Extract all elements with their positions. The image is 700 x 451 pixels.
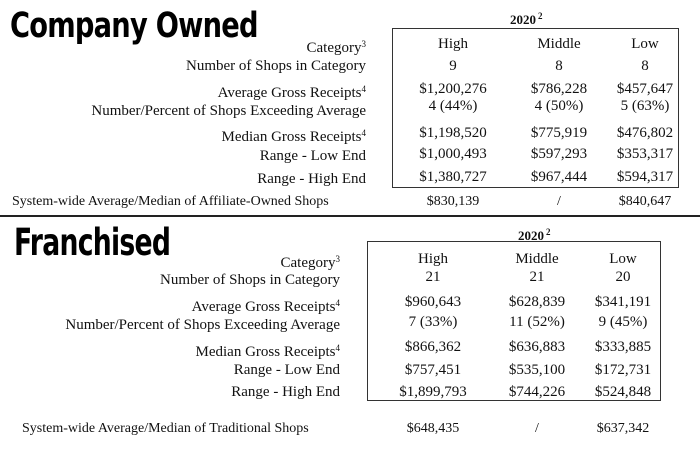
franchised-row-label: Number of Shops in Category (160, 272, 340, 288)
franchised-cell: $866,362 (404, 339, 462, 355)
company-system-separator: / (557, 194, 561, 209)
company-row-label: Range - Low End (259, 148, 366, 164)
franchised-system-label: System-wide Average/Median of Traditional Shops (22, 421, 309, 436)
company-col-middle: Middle (537, 36, 581, 52)
franchised-system-median: $637,342 (596, 421, 650, 436)
franchised-cell: 21 (425, 269, 441, 285)
franchised-cell: $535,100 (508, 362, 566, 378)
company-row-label: Median Gross Receipts$^4$ (221, 128, 366, 145)
franchised-row-label: Range - Low End (233, 362, 340, 378)
company-cell: $594,317 (616, 169, 674, 185)
company-cell: $1,380,727 (419, 169, 487, 185)
franchised-cell: 20 (615, 269, 631, 285)
franchised-cell: $1,899,793 (399, 384, 467, 400)
company-cell: 5 (63%) (620, 98, 670, 114)
company-system-average: $830,139 (426, 194, 480, 209)
franchised-cell: $524,848 (594, 384, 652, 400)
company-row-label: Average Gross Receipts$^4$ (217, 84, 366, 101)
franchised-col-middle: Middle (515, 251, 559, 267)
franchised-year-header: 2020 $^2$ (518, 227, 551, 243)
company-year-header: 2020 $^2$ (510, 11, 543, 27)
company-cell: $597,293 (530, 146, 588, 162)
franchised-cell: $744,226 (508, 384, 566, 400)
franchised-cell: $757,451 (404, 362, 462, 378)
franchised-row-label: Median Gross Receipts$^4$ (195, 343, 340, 360)
franchised-col-low: Low (609, 251, 637, 267)
company-cell: 8 (555, 58, 563, 74)
company-cell: 4 (50%) (534, 98, 584, 114)
company-cell: 4 (44%) (428, 98, 478, 114)
company-cell: $457,647 (616, 81, 674, 97)
company-cell: $786,228 (530, 81, 588, 97)
franchised-cell: $172,731 (594, 362, 652, 378)
company-category-label: Category$^3$ (306, 39, 366, 56)
franchised-cell: $628,839 (508, 294, 566, 310)
company-col-low: Low (631, 36, 659, 52)
company-cell: $1,200,276 (419, 81, 487, 97)
company-system-median: $840,647 (618, 194, 672, 209)
company-cell: $1,000,493 (419, 146, 487, 162)
franchised-category-label: Category$^3$ (280, 254, 340, 271)
company-row-label: Number/Percent of Shops Exceeding Average (91, 103, 366, 119)
company-row-label: Number of Shops in Category (186, 58, 366, 74)
franchised-row-label: Average Gross Receipts$^4$ (191, 298, 340, 315)
company-cell: $775,919 (530, 125, 588, 141)
company-cell: $1,198,520 (419, 125, 487, 141)
company-row-label: Range - High End (257, 171, 366, 187)
franchised-col-high: High (418, 251, 448, 267)
company-cell: $476,802 (616, 125, 674, 141)
franchised-row-label: Range - High End (231, 384, 340, 400)
franchised-cell: $960,643 (404, 294, 462, 310)
franchised-system-separator: / (535, 421, 539, 436)
franchised-system-average: $648,435 (406, 421, 460, 436)
franchised-row-label: Number/Percent of Shops Exceeding Average (65, 317, 340, 333)
company-col-high: High (438, 36, 468, 52)
company-cell: 8 (641, 58, 649, 74)
company-system-label: System-wide Average/Median of Affiliate-Owned Shops (12, 194, 329, 209)
franchised-cell: 11 (52%) (509, 314, 565, 330)
franchised-cell: $341,191 (594, 294, 652, 310)
franchised-cell: $333,885 (594, 339, 652, 355)
company-cell: $967,444 (530, 169, 588, 185)
franchised-cell: 7 (33%) (408, 314, 458, 330)
company-cell: $353,317 (616, 146, 674, 162)
company-cell: 9 (449, 58, 457, 74)
franchised-cell: 9 (45%) (598, 314, 648, 330)
section-divider (0, 215, 700, 217)
company-owned-heading: Company Owned (10, 6, 258, 46)
franchised-cell: 21 (529, 269, 545, 285)
franchised-heading: Franchised (14, 221, 171, 264)
franchised-cell: $636,883 (508, 339, 566, 355)
